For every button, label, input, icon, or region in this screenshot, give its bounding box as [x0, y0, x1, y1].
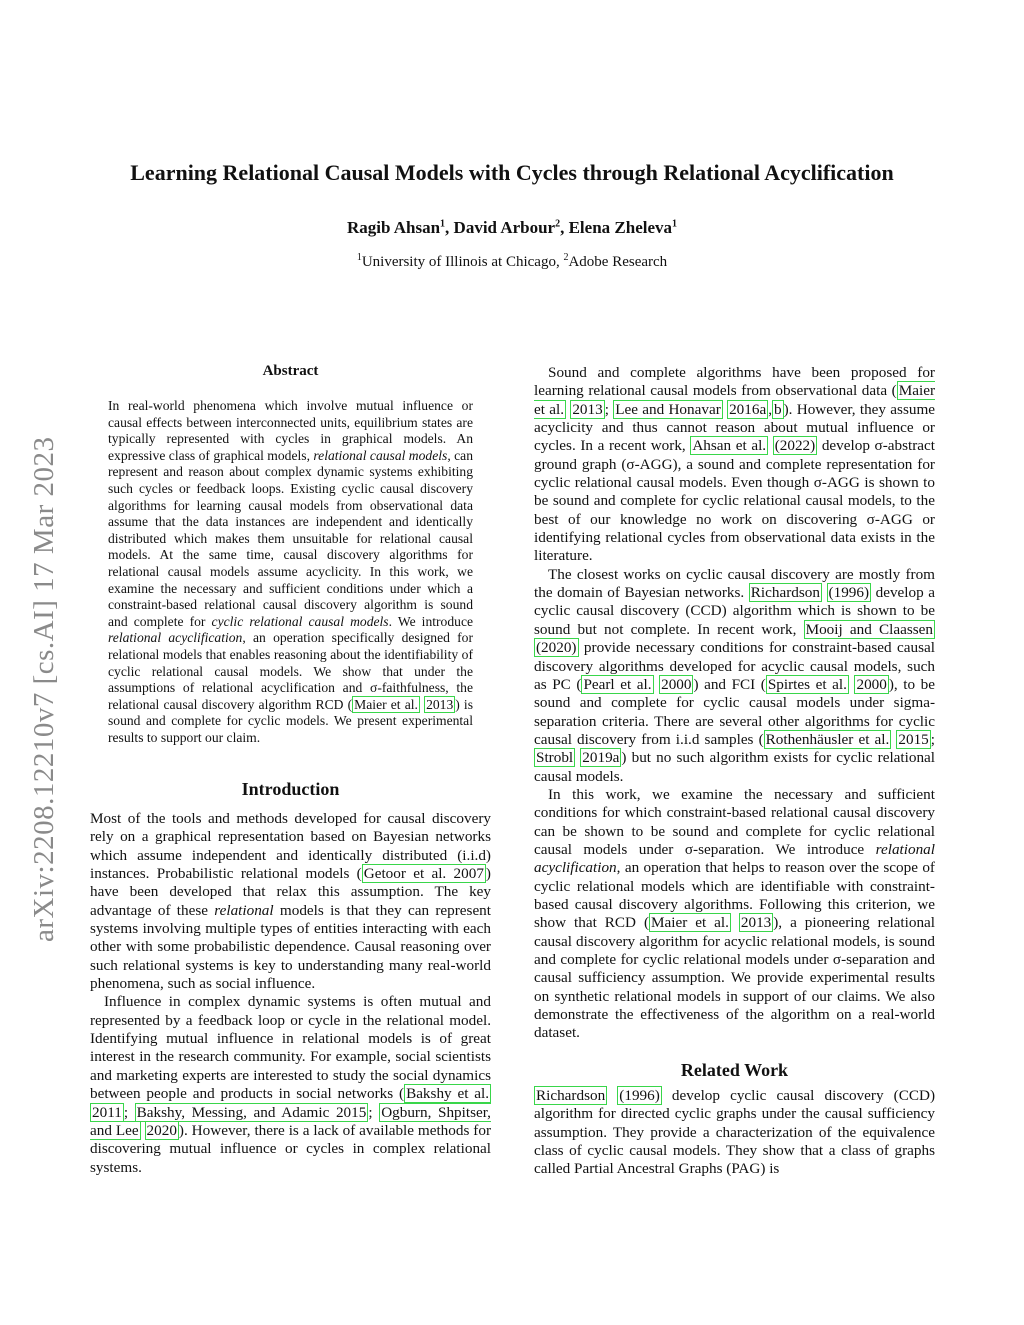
citation-link[interactable]: Bakshy, Messing, and Adamic 2015 [136, 1103, 367, 1121]
citation-link[interactable]: Strobl [536, 749, 574, 767]
paragraph [534, 364, 935, 566]
citation-link[interactable]: Getoor et al. 2007 [363, 865, 484, 883]
paper-title: Learning Relational Causal Models with Cycles through Relational Acyclification [130, 160, 894, 185]
citation-link[interactable]: Ogburn, Shpitser, and Lee [90, 1103, 491, 1139]
emphasis: cyclic relational causal models [211, 613, 389, 629]
citation-link[interactable]: Mooij and Claassen [805, 620, 933, 638]
text: ) have been developed that relax this assumption. The key advantage of these [90, 865, 491, 919]
affiliation: University of Illinois at Chicago, [361, 254, 564, 270]
citation-link[interactable]: Richardson [750, 584, 820, 602]
paragraph [90, 810, 491, 993]
text: ; [368, 1103, 380, 1121]
related-work-heading: Related Work [680, 1060, 789, 1080]
text: develop σ-abstract ground graph (σ-AGG), a sound and complete representation for cyclic relational causal models. Even though σ-AGG is shown to be sound and complete for cyclic relational causal models, to the best of our knowledge no work on discovering σ-AGG or identifying relational cycles from observational data exists in the literature. [534, 437, 935, 565]
citation-link[interactable]: (1996) [619, 1087, 660, 1104]
affiliation-marker: 1 [356, 252, 362, 263]
paragraph [534, 566, 935, 786]
citation-link[interactable]: 2020 [146, 1121, 177, 1139]
citation-link[interactable]: Maier et al. [651, 914, 729, 932]
citation-link[interactable]: Ahsan et al. [692, 437, 767, 455]
text: ; [123, 1103, 135, 1121]
text: models is that they can represent systems involving multiple types of entities interacting with each other with some probabilistic dependence. Causal reasoning over such relational systems is key to understanding many real-world phenomena, such as social influence. [90, 901, 491, 993]
abstract-body [108, 398, 473, 746]
text: , an operation that helps to reason over the scope of cyclic relational models which are identifiable with constraint-based causal discovery algorithms. Following this criterion, we show that RCD ( [534, 859, 935, 932]
affiliation-marker: 1 [672, 218, 678, 230]
abstract-heading: Abstract [262, 363, 319, 379]
emphasis: relational [214, 901, 274, 919]
author-name: David Arbour [453, 218, 556, 237]
citation-link[interactable]: Pearl et al. [583, 675, 652, 693]
affiliation-marker: 1 [440, 218, 446, 230]
citation-link[interactable]: Rothenhäusler et al. [765, 730, 890, 748]
text: The closest works on cyclic causal discovery are mostly from the domain of Bayesian networks. [534, 565, 935, 602]
citation-link[interactable]: Spirtes et al. [767, 675, 847, 693]
text: ). However, there is a lack of available methods for discovering mutual influence or cycles in complex relational systems. [90, 1121, 491, 1176]
text: develop a cyclic causal discovery (CCD) algorithm which is shown to be sound but not complete. In recent work, [534, 584, 936, 638]
author-name: Elena Zheleva [568, 218, 673, 237]
citation-link[interactable]: Maier et al. [354, 696, 418, 712]
text: Most of the tools and methods developed for causal discovery rely on a graphical representation based on Bayesian networks which assume independent and identically distributed (i.i.d) instances. Probabilistic relational models ( [90, 810, 491, 883]
affiliation: Adobe Research [568, 254, 668, 270]
citation-link[interactable]: 2000 [661, 675, 692, 693]
text: ). However, they assume acyclicity and thus cannot reason about mutual influence or cycles. In a recent work, [534, 400, 936, 455]
related-work-body [534, 1087, 935, 1179]
text: ; [930, 730, 935, 748]
affiliation-marker: 2 [555, 218, 561, 230]
citation-link[interactable]: Lee and Honavar [615, 400, 721, 418]
text: Influence in complex dynamic systems is often mutual and represented by a feedback loop or cycle in the relational model. Identifying mutual influence in relational models is of great interest in the research community. For example, social scientists and marketing experts are interested to study the social dynamics between people and products in social networks ( [90, 993, 491, 1103]
citation-link[interactable]: 2013 [740, 914, 772, 932]
paragraph [534, 1087, 935, 1179]
text: provide necessary conditions for constraint-based causal discovery algorithms developed for acyclic causal models, such as PC ( [534, 639, 935, 693]
citation-link[interactable]: 2011 [92, 1103, 122, 1121]
affiliation-marker: 2 [563, 252, 569, 263]
text: , can represent and reason about complex dynamic systems exhibiting such cycles or feedback loops. Existing cyclic causal discovery algorithms for learning causal models from observational data assume that the data instances are independent and identically distributed which makes them unsuitable for relational causal models. At the same time, causal discovery algorithms for relational causal models assume acyclicity. In this work, we examine the necessary and sufficient conditions under which a constraint-based relational causal discovery algorithm is sound and complete for [108, 447, 473, 629]
emphasis: relational causal models [313, 447, 448, 463]
introduction-heading: Introduction [241, 779, 340, 799]
paragraph [90, 993, 491, 1176]
text: Sound and complete algorithms have been proposed for learning relational causal models from observational data ( [534, 364, 935, 400]
text: . We introduce [388, 613, 474, 629]
citation-link[interactable]: 2015 [898, 730, 929, 748]
text: , [768, 400, 772, 418]
text: ; [604, 400, 614, 418]
citation-link[interactable]: (2020) [536, 639, 577, 657]
text: In this work, we examine the necessary and sufficient conditions for which constraint-based relational causal discovery can be shown to be sound and complete for cyclic relational causal models under σ-separation. We introduce [534, 785, 935, 858]
text: ), a pioneering relational causal discovery algorithm for acyclic relational models, is sound and complete for cyclic relational models under σ-separation and causal sufficiency assumption. We provide experimental results on synthetic relational models in support of our claims. We also demonstrate the effectiveness of the algorithm on a real-world dataset. [534, 914, 936, 1042]
affiliations [0, 254, 1024, 271]
citation-link[interactable]: (2022) [774, 437, 816, 455]
citation-link[interactable]: 2016a [729, 400, 767, 418]
author-name: Ragib Ahsan [346, 218, 441, 237]
citation-link[interactable]: Richardson [536, 1087, 606, 1104]
author-list: Ragib Ahsan$^1$, David Arbour$^2$, Elena Zheleva$^1$ [346, 218, 678, 237]
arxiv-identifier: arXiv:2208.12210v7 [cs.AI] 17 Mar 2023 [28, 436, 60, 942]
text: ) and FCI ( [693, 675, 766, 693]
text: ), to be sound and complete for cyclic causal models under sigma-separation criteria. There are several other algorithms for cyclic causal discovery from i.i.d samples ( [534, 675, 936, 748]
introduction-body [90, 810, 491, 1177]
emphasis: relational acyclification [534, 840, 935, 877]
citation-link[interactable]: (1996) [828, 584, 870, 602]
citation-link[interactable]: 2019a [582, 749, 620, 767]
paragraph [534, 786, 935, 1043]
citation-link[interactable]: Bakshy et al. [406, 1085, 489, 1103]
text: ) is sound and complete for cyclic models. We present experimental results to support our claim. [108, 696, 473, 745]
text: ) but no such algorithm exists for cyclic relational causal models. [534, 749, 936, 785]
emphasis: relational acyclification [108, 630, 243, 646]
text: In real-world phenomena which involve mutual influence or causal effects between interconnected units, equilibrium states are typically represented with cycles in graphical models. An expressive class of graphical models, [108, 398, 473, 463]
citation-link[interactable]: 2013 [572, 400, 603, 418]
citation-link[interactable]: b [773, 400, 782, 418]
citation-link[interactable]: Maier et al. [534, 382, 935, 418]
text: develop cyclic causal discovery (CCD) algorithm for directed cyclic graphs under the causal sufficiency assumption. They provide a characterization of the equivalence class of cyclic causal models. They show that a class of graphs called Partial Ancestral Graphs (PAG) is [534, 1087, 935, 1178]
right-body [534, 364, 935, 1043]
citation-link[interactable]: 2000 [856, 675, 887, 693]
citation-link[interactable]: 2013 [426, 696, 454, 712]
text: , an operation specifically designed for relational models that enables reasoning about the identifiability of cyclic relational causal models. We show that under the assumptions of relational acyclification and σ-faithfulness, the relational causal discovery algorithm RCD ( [108, 630, 473, 712]
